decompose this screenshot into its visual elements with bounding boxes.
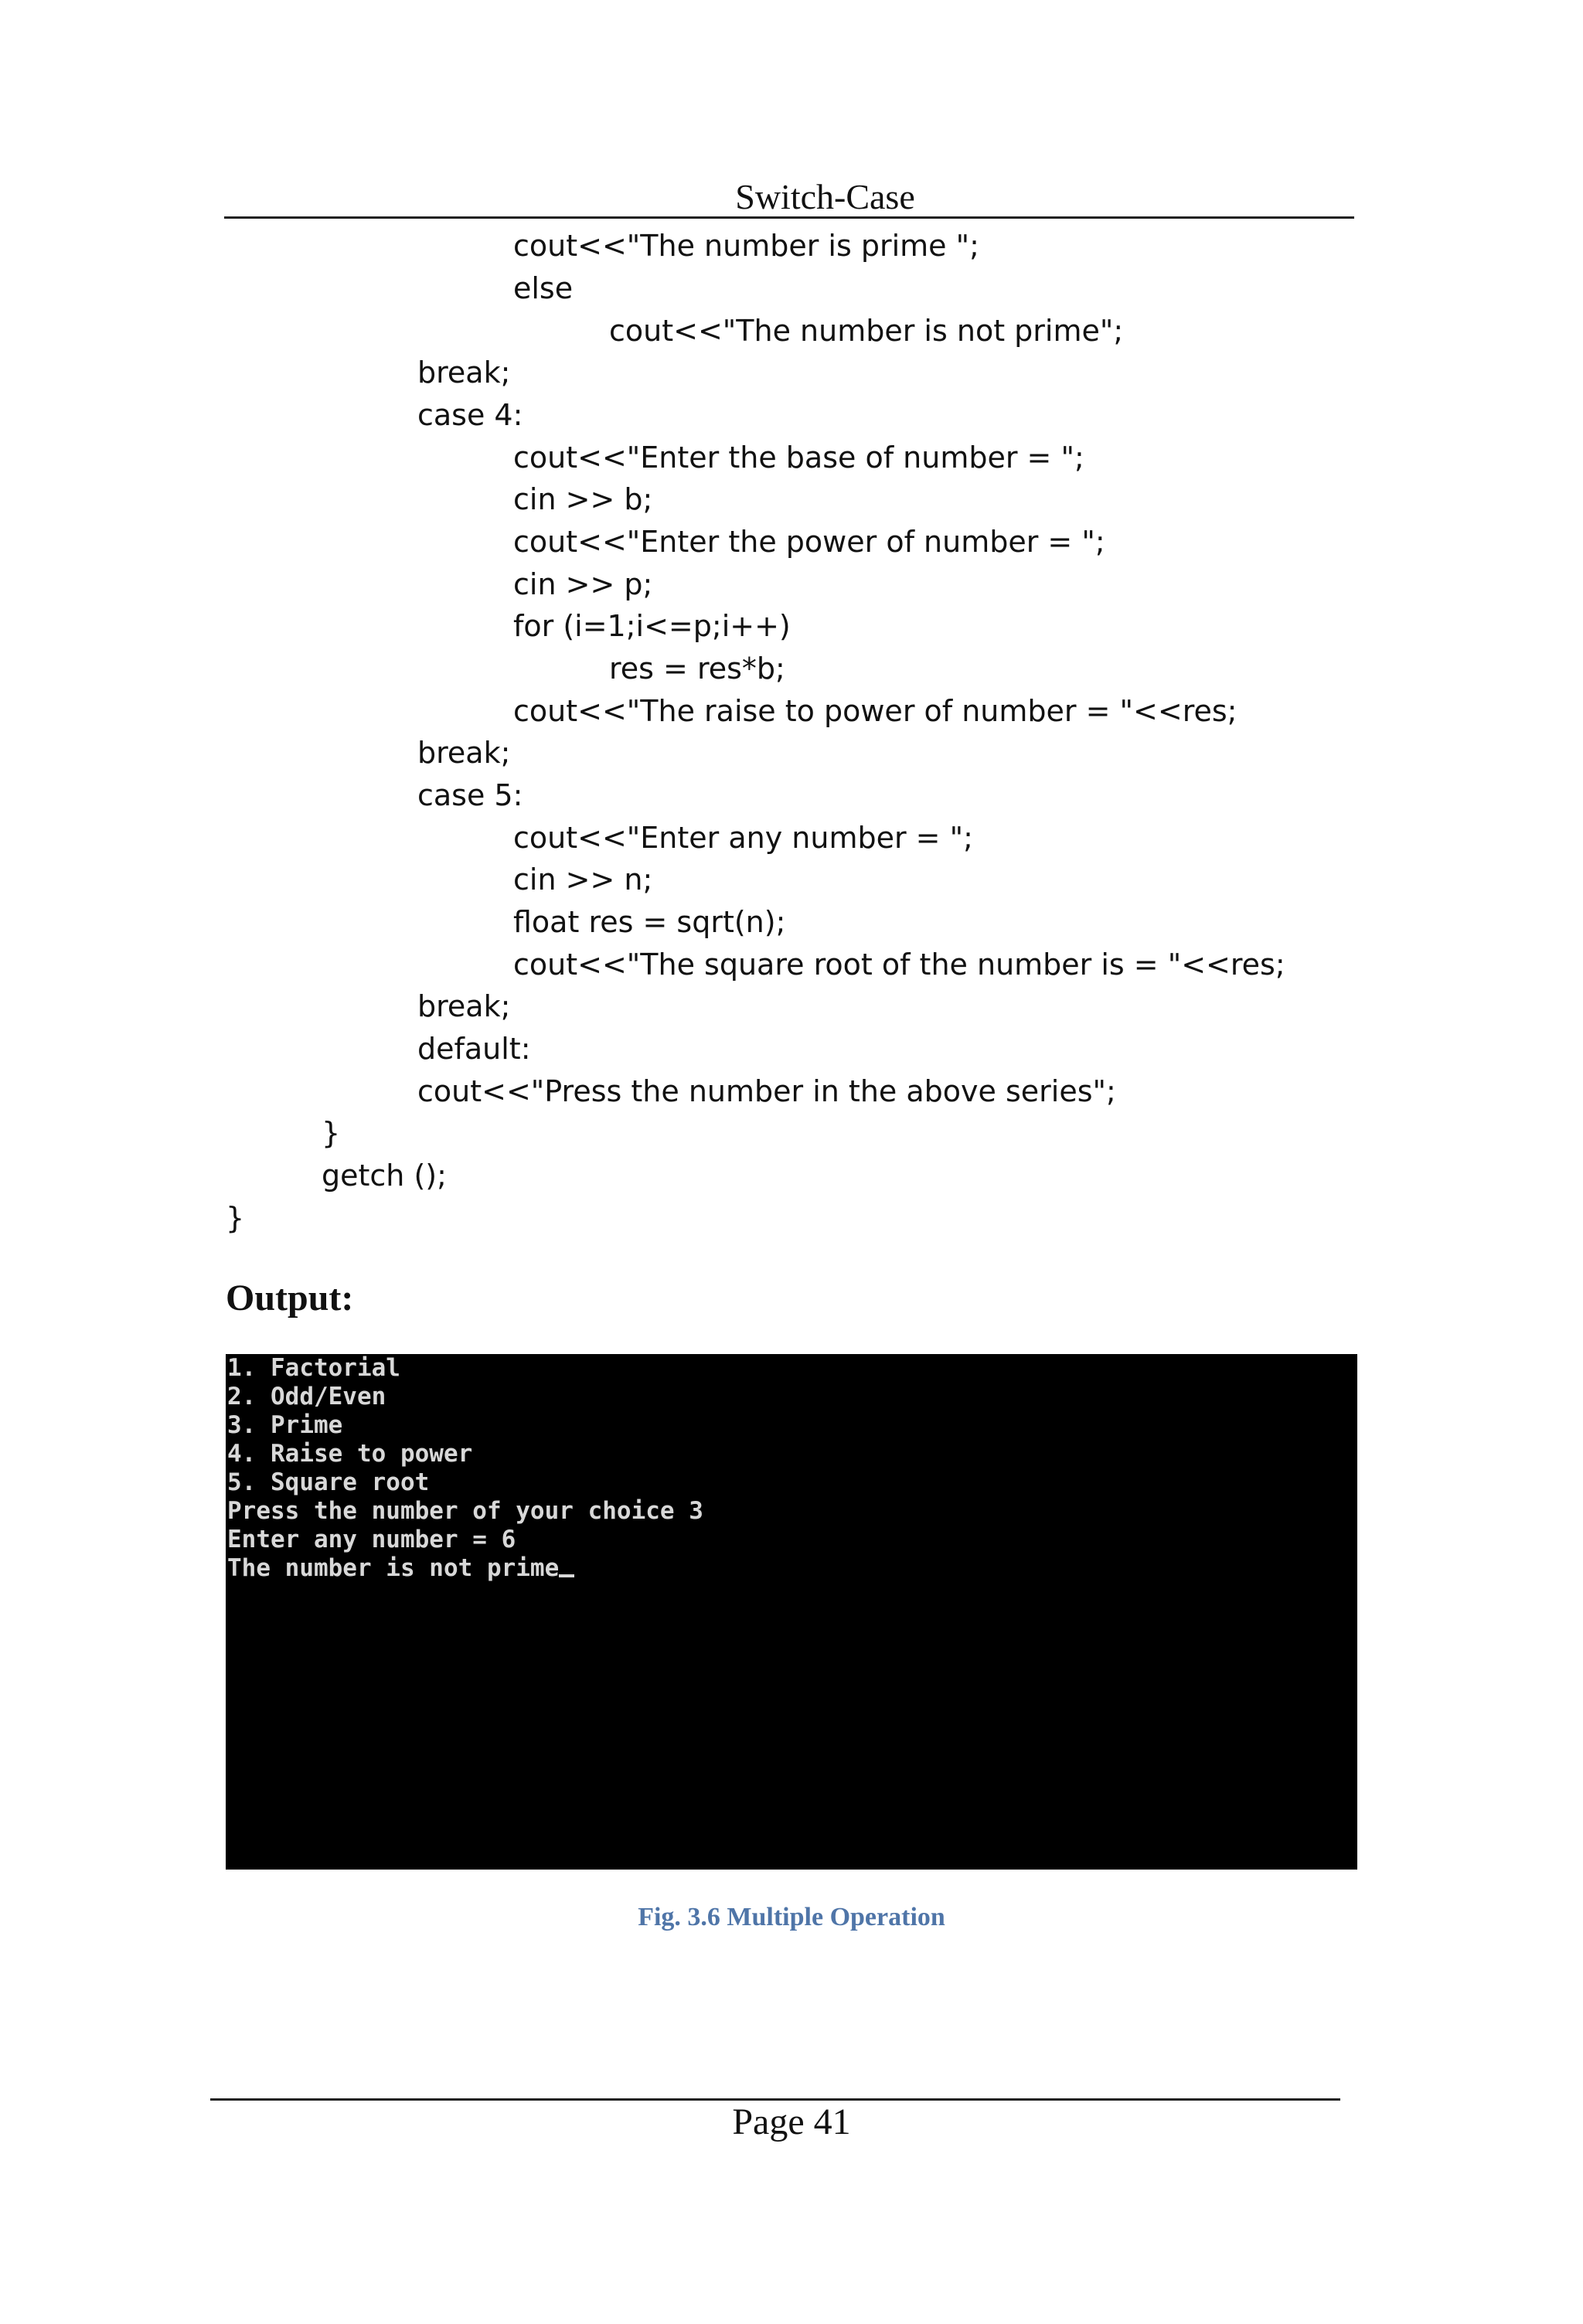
code-line: cin >> b; [513, 482, 653, 516]
page-number: Page 41 [732, 2101, 851, 2142]
code-line: cout<<"The number is not prime"; [609, 314, 1124, 348]
code-line: for (i=1;i<=p;i++) [513, 609, 791, 643]
code-line: cout<<"Enter any number = "; [513, 821, 973, 855]
figure-caption: Fig. 3.6 Multiple Operation [638, 1903, 945, 1931]
terminal-line-last [227, 1554, 574, 1583]
terminal-line: 5. Square root [227, 1468, 430, 1496]
code-line: else [513, 271, 574, 305]
console-output-screenshot [226, 1354, 1357, 1870]
code-line: cin >> p; [513, 567, 653, 601]
code-line: break; [417, 356, 511, 390]
code-line: cout<<"Enter the base of number = "; [513, 441, 1084, 475]
code-line: getch (); [322, 1159, 447, 1193]
terminal-line: 1. Factorial [227, 1354, 400, 1382]
code-line: cout<<"The square root of the number is = "<<res; [513, 948, 1285, 982]
text-cursor [559, 1574, 574, 1577]
code-line: res = res*b; [609, 652, 785, 686]
output-heading: Output: [226, 1278, 354, 1319]
page-header-title: Switch-Case [735, 177, 915, 216]
code-line: cout<<"The number is prime "; [513, 229, 979, 263]
code-line: cout<<"Enter the power of number = "; [513, 525, 1105, 559]
terminal-line: 4. Raise to power [227, 1440, 473, 1468]
code-line: default: [417, 1032, 531, 1066]
code-line: cout<<"Press the number in the above series"; [417, 1074, 1116, 1108]
code-line: cin >> n; [513, 863, 653, 897]
terminal-line: 2. Odd/Even [227, 1383, 386, 1410]
code-line: float res = sqrt(n); [513, 905, 786, 939]
terminal-line: 3. Prime [227, 1411, 343, 1439]
code-line: case 4: [417, 398, 523, 432]
terminal-line: Enter any number = 6 [227, 1526, 516, 1553]
terminal-line-text: The number is not prime [227, 1554, 560, 1582]
code-line: } [322, 1116, 341, 1150]
code-line: break; [417, 989, 511, 1023]
header-divider [224, 216, 1354, 219]
code-line: } [226, 1201, 245, 1235]
code-line: break; [417, 736, 511, 770]
code-line: cout<<"The raise to power of number = "<<res; [513, 694, 1237, 728]
code-line: case 5: [417, 778, 523, 812]
terminal-line: Press the number of your choice 3 [227, 1497, 703, 1525]
